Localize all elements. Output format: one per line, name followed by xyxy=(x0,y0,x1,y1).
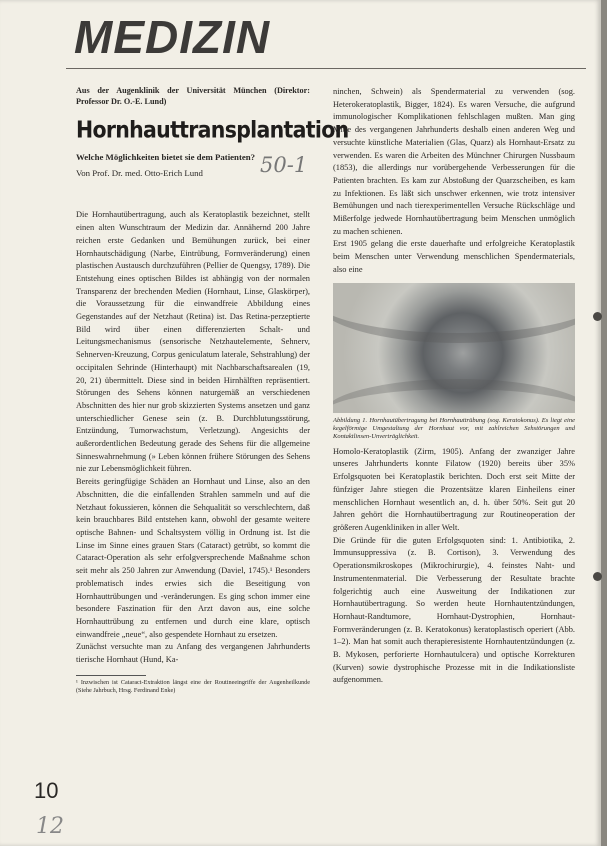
upper-eyelid xyxy=(333,283,575,343)
figure-caption: Abbildung 1. Hornhautübertragung bei Hornhauttrübung (sog. Keratokonus). Es liegt eine kegelförmige Umgestaltung der Hornhaut vor, mit zahlreichen Sehstörungen und Kontaktlinsen-Unverträglichkeit. xyxy=(333,416,575,441)
page-number: 10 xyxy=(34,778,59,803)
article-headline: Hornhauttransplantation xyxy=(76,116,349,143)
eye-photograph xyxy=(333,283,575,413)
footnote: ¹ Inzwischen ist Cataract-Extraktion längst eine der Routineeingriffe der Augenheilkunde (Siehe Jahrbuch, Hrsg. Ferdinand Enke) xyxy=(76,678,310,694)
paragraph: Zunächst versuchte man zu Anfang des vergangenen Jahrhunderts tierische Hornhaut (Hund, Ka- xyxy=(76,642,310,665)
punch-hole xyxy=(593,312,602,321)
scan-edge xyxy=(601,0,607,846)
right-column xyxy=(333,86,575,687)
paragraph: Bereits geringfügige Schäden an Hornhaut und Linse, also an den Abschnitten, die die einfallenden Strahlen sammeln und auf die Netzhaut fokussieren, können die Sehqualität so verschlechtern, daß kein brauchbares Bild entstehen kann, obwohl der gesamte weitere optische Bahnen- und Schaltsystem völlig in Ordnung ist. Ist die Linse im Sinne eines grauen Stars (Cataract) getrübt, so kommt die Cataract-Operation als sehr erfolgversprechende Maßnahme schon seit mehr als 250 Jahren zur Anwendung (Daviel, 1745).¹ Besonders problematisch indes erwies sich die Beseitigung von Hornhauttrübungen und -veränderungen. Es ging schon immer eine besondere Faszination für den Arzt davon aus, eine solche Hornhauttrübung zu entfernen und durch eine klare, optisch einwandfreie „neue“, also gespendete Hornhaut zu ersetzen. xyxy=(76,477,310,639)
section-masthead: MEDIZIN xyxy=(74,11,271,63)
handwritten-mark: 12 xyxy=(36,814,64,839)
paragraph: Homolo-Keratoplastik (Zirm, 1905). Anfang der zwanziger Jahre unseres Jahrhunderts konnte Filatow (1920) bereits über 35% Erfolgsquoten bei Keratoplastik berichten. Doch erst seit Mitte der fünfziger Jahre stiegen die Prozentsätze klaren Einheilens einer menschlichen Hornhaut wesentlich an, d. h. über 50%. Seit gut 20 Jahren gehört die Hornhautübertragung zur Routineoperation der größeren Augenkliniken in aller Welt. xyxy=(333,446,575,532)
left-column xyxy=(76,86,349,695)
footnote-rule xyxy=(76,675,146,676)
lower-eyelid xyxy=(333,379,575,413)
paragraph: Erst 1905 gelang die erste dauerhafte und erfolgreiche Keratoplastik beim Menschen unter Verwendung menschlichen Spendermaterials, also eine xyxy=(333,239,575,274)
article-subtitle: Welche Möglichkeiten bietet sie dem Patienten? xyxy=(76,152,256,162)
punch-hole xyxy=(593,572,602,581)
masthead-rule xyxy=(66,68,586,69)
paragraph: ninchen, Schwein) als Spendermaterial zu verwenden (sog. Heterokeratoplastik, Bigger, 1824). Es waren Versuche, die aufgrund immunologischer Komplikationen fehlschlagen mußten. Man ging Mitte des vergangenen Jahrhunderts deshalb einen anderen Weg und versuchte künstliche Materialien (Glas, Quarz) als Hornhaut-Ersatz zu verwenden. Es waren die Arbeiten des Münchner Chirurgen Nussbaum (1853), die allerdings nur vorübergehende Verbesserungen für die Patienten brachten. Es kam zur Abstoßung der Quarzscheiben, es kam zu Infektionen. Es läßt sich unschwer erkennen, wie trotz intensiver Bemühungen und nach tierexperimentellen Versuche Rückschläge und Mißerfolge jedwede Hornhautübertragung beim Menschen unmöglich zu machen schienen. xyxy=(333,87,575,236)
byline-text: Von Prof. Dr. med. Otto-Erich Lund xyxy=(76,167,203,178)
handwritten-note: 50-1 xyxy=(260,152,308,177)
paragraph: Die Gründe für die guten Erfolgsquoten sind: 1. Antibiotika, 2. Immunsuppressiva (z. B. Cortison), 3. Verwendung des Operationsmikroskopes (Mikrochirurgie), 4. feinstes Naht- und Instrumentenmaterial. Die Verbesserung der Resultate brachte folgerichtig auch eine Ausweitung der Indikationen zur Hornhautübertragung. So werden heute Hornhautentzündungen, Hornhaut-Randtumore, Hornhaut-Dystrophien, Hornhaut-Formveränderungen (z. B. Keratokonus) keratoplastisch operiert (Abb. 1–2). Man hat somit auch therapieresistente Hornhautentzündungen (z. B. Mykosen, perforierte Hornhautulcera) und optische Korrekturen (Kurven) sowie dystrophische Prozesse mit in die Indikationsliste aufgenommen. xyxy=(333,535,575,685)
paragraph: Die Hornhautübertragung, auch als Keratoplastik bezeichnet, stellt einen alten Wunschtraum der Medizin dar. Annähernd 200 Jahre reichen erste Gedanken und Bemühungen zurück, bei einer Hornhautschädigung (Narbe, Eintrübung, Formveränderung) einen plastischen Austausch durchzuführen (Pellier de Quengsy, 1789). Die Entstehung eines optischen Bildes ist abhängig von der normalen Transparenz der brechenden Medien (Hornhaut, Linse, Glaskörper), die Voraussetzung für die einwandfreie Abbildung eines Gegenstandes auf der Netzhaut (Retina) ist. Das Retina-perzeptierte Bild wird über einen differenzierten Schalt- und Leitungsmechanismus (sensorische Netzhautelemente, Sehnerv, Sehnerven-Kreuzung, Corpus geniculatum laterale, Sehstrahlung) der occipitalen Sehrinde (Hinterhaupt) mit Nachbarschaftsarealen (19, 20, 21) übermittelt. Diese sind in beiden Hirnhälften repräsentiert. Störungen des Sehens können naturgemäß an verschiedenen Abschnitten des hier nur grob skizzierten Systems ansetzen und ganz unterschiedlicher Genese sein (z. B. Durchblutungsstörung, Entzündung, Tumorwachstum, Verletzung). Angesichts der außerordentlichen Bedeutung gerade des Sehens für die allgemeine Sinneswahrnehmung (» Leben können frühere Störungen des Sehens nie zur Lebensmöglichkeit führen. xyxy=(76,210,310,474)
affiliation: Aus der Augenklinik der Universität München (Direktor: Professor Dr. O.-E. Lund) xyxy=(76,86,310,106)
